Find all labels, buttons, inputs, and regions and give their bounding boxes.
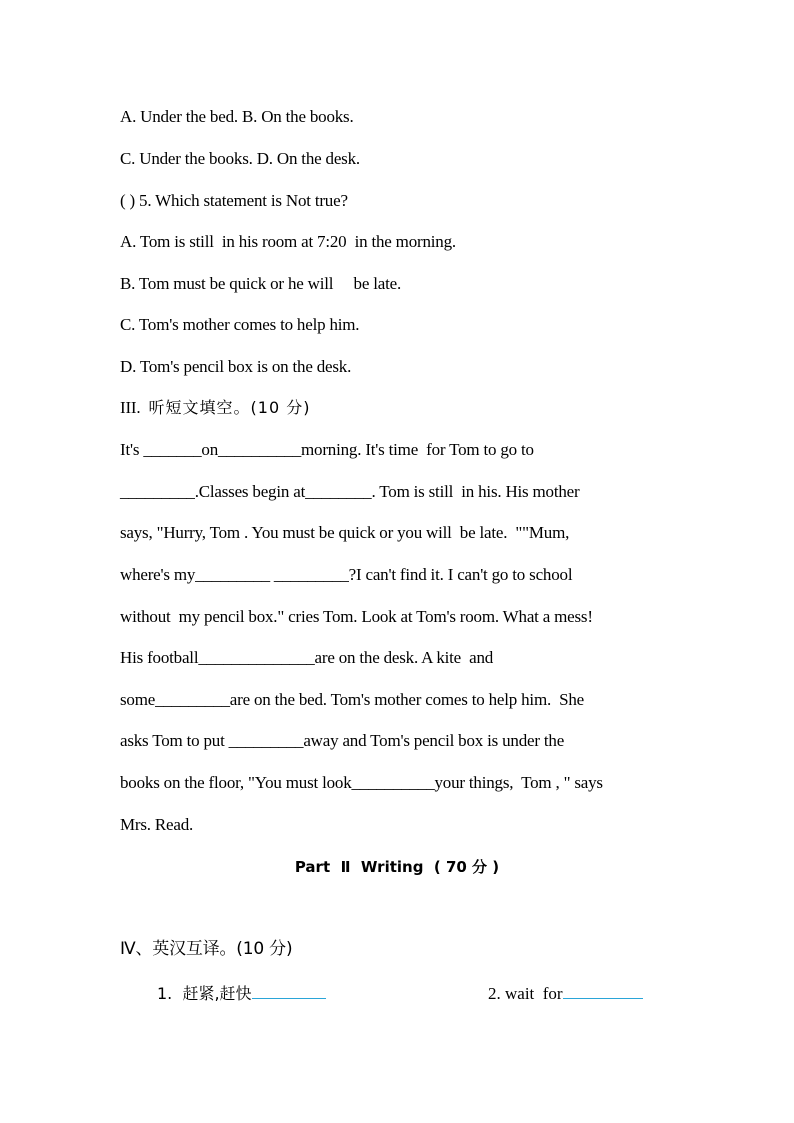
q5-stem: ( ) 5. Which statement is Not true? bbox=[120, 191, 348, 210]
q4-options-line-1: A. Under the bed. B. On the books. bbox=[120, 107, 354, 126]
translation-item-1 bbox=[157, 981, 326, 1005]
section-3-heading bbox=[120, 397, 310, 419]
q5-option-c: C. Tom's mother comes to help him. bbox=[120, 315, 360, 334]
passage-line-5: without my pencil box." cries Tom. Look at Tom's room. What a mess! bbox=[120, 607, 593, 626]
translation-item-1-text: 赶紧,赶快 bbox=[182, 984, 252, 1003]
q5-option-d: D. Tom's pencil box is on the desk. bbox=[120, 357, 352, 376]
section-4-heading: Ⅳ、英汉互译。(10 分) bbox=[120, 939, 293, 959]
passage-line-4: where's my_________ _________?I can't find it. I can't go to school bbox=[120, 565, 573, 584]
translation-item-2-text: wait for bbox=[505, 984, 563, 1003]
q4-options-line-2: C. Under the books. D. On the desk. bbox=[120, 149, 360, 168]
section-3-roman: III. bbox=[120, 398, 141, 417]
passage-line-2: _________.Classes begin at________. Tom is still in his. His mother bbox=[120, 482, 580, 501]
passage-line-7: some_________are on the bed. Tom's mother comes to help him. She bbox=[120, 690, 585, 709]
passage-line-6: His football______________are on the desk. A kite and bbox=[120, 648, 494, 667]
answer-blank-1[interactable] bbox=[252, 981, 326, 999]
passage-line-1: It's _______on__________morning. It's time for Tom to go to bbox=[120, 440, 534, 459]
part-2-heading: Part Ⅱ Writing ( 70 分 ) bbox=[294, 858, 500, 876]
translation-item-2-number: 2. bbox=[488, 984, 501, 1003]
translation-item-1-number: 1. bbox=[157, 984, 173, 1003]
passage-line-8: asks Tom to put _________away and Tom's pencil box is under the bbox=[120, 731, 565, 750]
passage-line-3: says, "Hurry, Tom . You must be quick or you will be late. ""Mum, bbox=[120, 523, 570, 542]
q5-option-a: A. Tom is still in his room at 7:20 in the morning. bbox=[120, 232, 456, 251]
passage-line-10: Mrs. Read. bbox=[120, 815, 194, 834]
translation-item-2 bbox=[488, 981, 643, 1005]
passage-line-9: books on the floor, "You must look__________your things, Tom , " says bbox=[120, 773, 603, 792]
section-3-title: 听短文填空。(10 分) bbox=[148, 398, 311, 417]
q5-option-b: B. Tom must be quick or he will be late. bbox=[120, 274, 402, 293]
answer-blank-2[interactable] bbox=[563, 981, 643, 999]
